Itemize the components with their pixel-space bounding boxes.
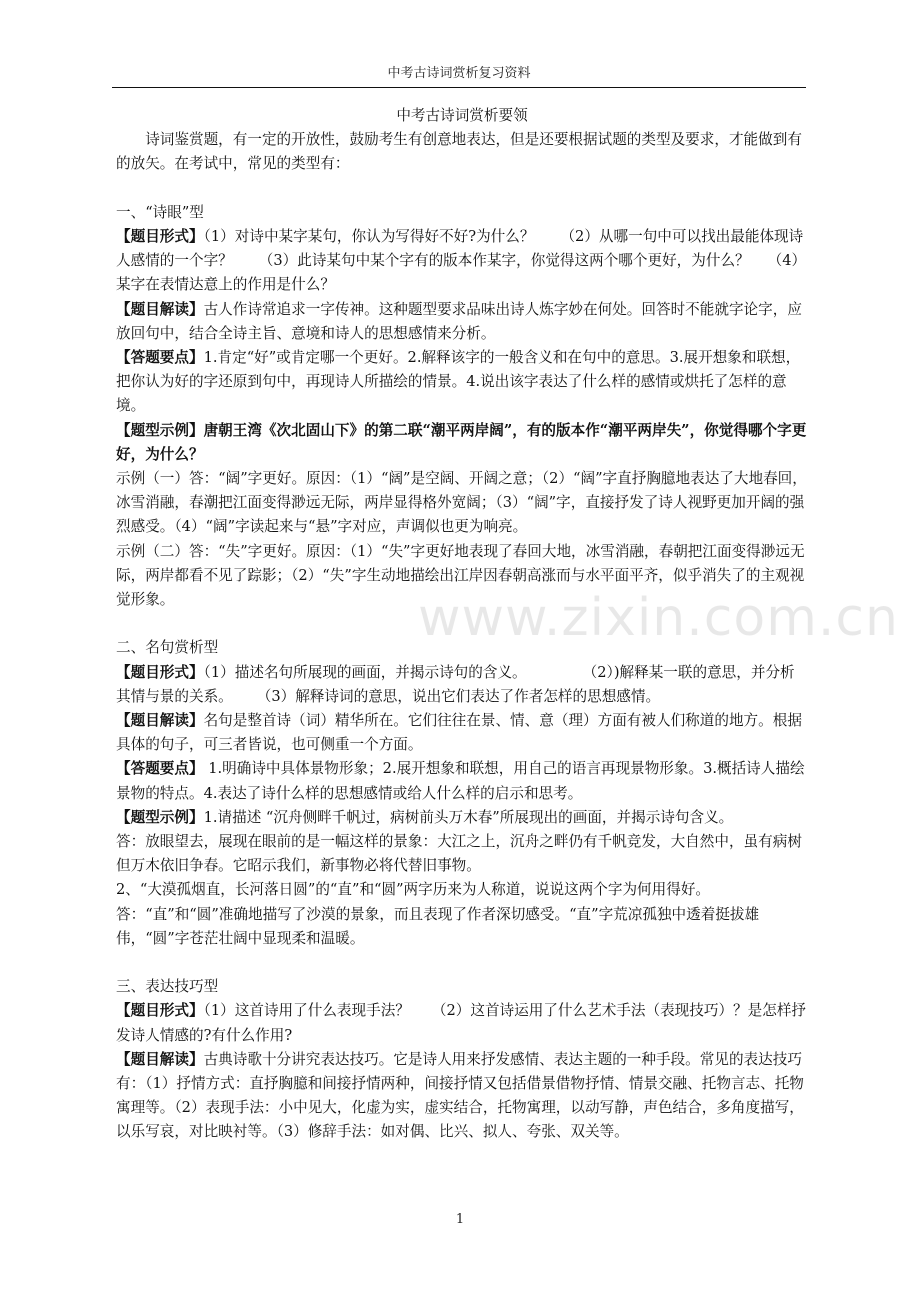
document-title: 中考古诗词赏析要领 bbox=[396, 107, 528, 124]
question-form-1: （1）对诗中某字某句，你认为写得好不好?为什么？ bbox=[203, 228, 535, 245]
page-header: 中考古诗词赏析复习资料 bbox=[112, 62, 806, 88]
question-form-tag: 【题目形式】 bbox=[116, 1002, 204, 1020]
question-form-2: （2）从哪一句中可以找出最能体现诗人感情的一个字？ bbox=[116, 228, 804, 270]
question-form-2: （2）)解释某一联的意思，并分析其情与景的关系。 bbox=[116, 663, 795, 705]
question-reading-paragraph bbox=[116, 298, 808, 346]
question-reading-text: 名句是整首诗（词）精华所在。它们往往在景、情、意（理）方面有被人们称道的地方。根据具体的句子，可三者皆说，也可侧重一个方面。 bbox=[116, 712, 802, 754]
answer-points-tag: 【答题要点】 bbox=[116, 760, 204, 778]
question-form-3: （3）此诗某句中某个字有的版本作某字，你觉得这两个哪个更好，为什么？ bbox=[258, 252, 750, 270]
example-answer-1: 示例（一）答：“阔”字更好。原因：（1）“阔”是空阔、开阔之意；（2）“阔”字直抒胸臆地表达了大地春回，冰雪消融，春潮把江面变得渺远无际，两岸显得格外宽阔；（3）“阔”字，直接抒发了诗人视野更加开阔的强烈感受。（4）“阔”字读起来与“悬”字对应，声调似也更为响亮。 bbox=[116, 470, 807, 536]
question-reading-tag: 【题目解读】 bbox=[116, 300, 204, 318]
example-paragraph bbox=[116, 806, 808, 830]
question-reading-text: 古典诗歌十分讲究表达技巧。它是诗人用来抒发感情、表达主题的一种手段。常见的表达技巧有：（1）抒情方式：直抒胸臆和间接抒情两种，间接抒情又包括借景借物抒情、情景交融、托物言志、托物寓理等。（2）表现手法：小中见大，化虚为实，虚实结合，托物寓理，以动写静，声色结合，多角度描写，以乐写哀，对比映衬等。（3）修辞手法：如对偶、比兴、拟人、夸张、双关等。 bbox=[116, 1050, 804, 1141]
answer-points-paragraph bbox=[116, 757, 808, 805]
example-paragraph bbox=[116, 419, 808, 467]
section-heading-techniques: 三、表达技巧型 bbox=[116, 978, 219, 996]
spacer bbox=[116, 177, 808, 201]
example-answer-1: 答：放眼望去，展现在眼前的是一幅这样的景象：大江之上，沉舟之畔仍有千帆竞发，大自然中，虽有病树但万木依旧争春。它昭示我们，新事物必将代替旧事物。 bbox=[116, 833, 802, 875]
example-tag: 【题型示例】 bbox=[116, 808, 204, 826]
question-reading-tag: 【题目解读】 bbox=[116, 1050, 204, 1068]
answer-points-text: 1.明确诗中具体景物形象；2.展开想象和联想，用自己的语言再现景物形象。3.概括诗人描绘景物的特点。4.表达了诗什么样的思想感情或给人什么样的启示和思考。 bbox=[116, 760, 805, 802]
question-form-paragraph bbox=[116, 661, 808, 709]
answer-points-paragraph bbox=[116, 346, 808, 419]
example-tag: 【题型示例】 bbox=[116, 421, 204, 439]
example-question-2: 2、“大漠孤烟直，长河落日圆”的“直”和“圆”两字历来为人称道，说说这两个字为何用得好。 bbox=[116, 881, 711, 899]
question-form-3: （3）解释诗词的意思，说出它们表达了作者怎样的思想感情。 bbox=[256, 687, 661, 705]
question-reading-paragraph bbox=[116, 709, 808, 757]
question-form-paragraph bbox=[116, 999, 808, 1047]
section-heading-famous-lines: 二、名句赏析型 bbox=[116, 639, 219, 657]
question-reading-tag: 【题目解读】 bbox=[116, 712, 204, 730]
answer-points-text: 1.肯定“好”或肯定哪一个更好。2.解释该字的一般含义和在句中的意思。3.展开想象和联想，把你认为好的字还原到句中，再现诗人所描绘的情景。4.说出该字表达了什么样的感情或烘托了怎样的意境。 bbox=[116, 349, 801, 415]
example-text: 唐朝王湾《次北固山下》的第二联“潮平两岸阔”，有的版本作“潮平两岸失”，你觉得哪个字更好，为什么？ bbox=[116, 421, 807, 463]
question-form-tag: 【题目形式】 bbox=[116, 228, 204, 245]
intro-paragraph: 诗词鉴赏题，有一定的开放性，鼓励考生有创意地表达，但是还要根据试题的类型及要求，才能做到有的放矢。在考试中，常见的类型有： bbox=[116, 131, 802, 173]
example-answer-2: 示例（二）答：“失”字更好。原因：（1）“失”字更好地表现了春回大地，冰雪消融，春朝把江面变得渺远无际，两岸都看不见了踪影；（2）“失”字生动地描绘出江岸因春朝高涨而与水平面平齐，似乎消失了的主观视觉形象。 bbox=[116, 542, 805, 609]
question-form-2: （2）这首诗运用了什么艺术手法（表现技巧）？是怎样抒发诗人情感的?有什么作用? bbox=[116, 1002, 807, 1044]
page-number: 1 bbox=[455, 1212, 465, 1227]
question-form-4: （4）某字在表情达意上的作用是什么？ bbox=[116, 252, 807, 294]
spacer bbox=[116, 951, 808, 975]
example-text: 1.请描述 “沉舟侧畔千帆过，病树前头万木春”所展现出的画面，并揭示诗句含义。 bbox=[203, 808, 734, 826]
question-reading-paragraph bbox=[116, 1048, 808, 1145]
section-heading-poem-eye: 一、“诗眼”型 bbox=[116, 203, 204, 221]
question-form-1: （1）这首诗用了什么表现手法？ bbox=[203, 1002, 410, 1020]
question-form-1: （1）描述名句所展现的画面，并揭示诗句的含义。 bbox=[203, 663, 527, 681]
example-answer-2: 答：“直”和“圆”准确地描写了沙漠的景象，而且表现了作者深切感受。“直”字荒凉孤独中透着挺拔雄伟，“圆”字苍茫壮阔中显现柔和温暖。 bbox=[116, 905, 760, 947]
watermark: www.zixin.com.cn bbox=[418, 588, 899, 648]
answer-points-tag: 【答题要点】 bbox=[116, 349, 204, 367]
question-form-tag: 【题目形式】 bbox=[116, 663, 204, 681]
question-form-paragraph bbox=[116, 225, 808, 298]
question-reading-text: 古人作诗常追求一字传神。这种题型要求品味出诗人炼字妙在何处。回答时不能就字论字，应放回句中，结合全诗主旨、意境和诗人的思想感情来分析。 bbox=[116, 300, 802, 342]
